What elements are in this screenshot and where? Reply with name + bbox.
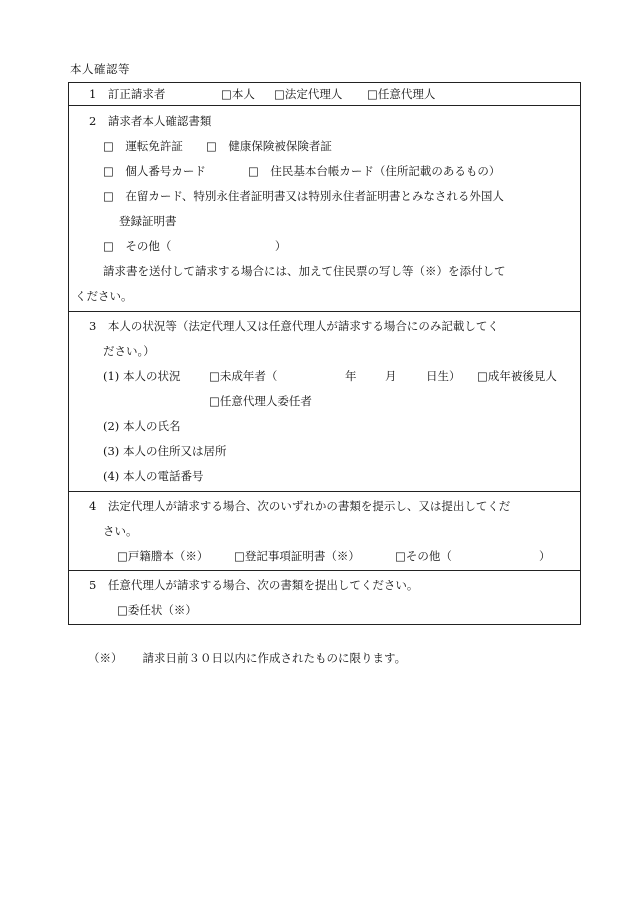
other-document-close-paren: ） <box>539 549 551 563</box>
checkbox-other-id[interactable]: □ その他（ ） <box>103 239 287 253</box>
principal-status-heading-continued: ださい。） <box>103 344 155 358</box>
principal-status-heading: 3 本人の状況等（法定代理人又は任意代理人が請求する場合にのみ記載してく <box>89 319 499 333</box>
checkbox-voluntary-representative[interactable]: □任意代理人 <box>367 87 436 101</box>
checkbox-legal-representative[interactable]: □法定代理人 <box>274 87 343 101</box>
section-id-documents <box>69 105 580 309</box>
section-legal-representative-docs <box>69 491 580 569</box>
requester-label: 1 訂正請求者 <box>89 87 166 101</box>
page-title: 本人確認等 <box>70 62 130 76</box>
principal-status-label: (1) 本人の状況 <box>103 369 181 383</box>
birth-year-label: 年 <box>345 369 357 383</box>
voluntary-rep-docs-heading: 5 任意代理人が請求する場合、次の書類を提出してください。 <box>89 578 419 592</box>
checkbox-delegating-principal[interactable]: □任意代理人委任者 <box>209 394 312 408</box>
footnote <box>88 650 406 666</box>
residence-card-continued: 登録証明書 <box>119 214 177 228</box>
checkbox-power-of-attorney[interactable]: □委任状（※） <box>117 603 197 617</box>
principal-address-label: (3) 本人の住所又は居所 <box>103 444 227 458</box>
checkbox-adult-ward[interactable]: □成年被後見人 <box>477 369 557 383</box>
checkbox-residence-card[interactable]: □ 在留カード、特別永住者証明書又は特別永住者証明書とみなされる外国人 <box>103 189 504 203</box>
checkbox-registry-certificate[interactable]: □登記事項証明書（※） <box>234 549 360 563</box>
section-voluntary-representative-docs <box>69 570 580 623</box>
legal-rep-docs-heading: 4 法定代理人が請求する場合、次のいずれかの書類を提示し、又は提出してくだ <box>89 499 511 513</box>
mail-request-note-continued: ください。 <box>75 289 133 303</box>
principal-phone-label: (4) 本人の電話番号 <box>103 469 204 483</box>
checkbox-health-insurance-card[interactable]: □ 健康保険被保険者証 <box>206 139 332 153</box>
checkbox-drivers-license[interactable]: □ 運転免許証 <box>103 139 183 153</box>
identity-verification-form <box>68 82 581 625</box>
section-requester <box>69 83 580 105</box>
mail-request-note: 請求書を送付して請求する場合には、加えて住民票の写し等（※）を添付して <box>103 264 506 278</box>
id-documents-heading: 2 請求者本人確認書類 <box>89 114 212 128</box>
birth-month-label: 月 <box>385 369 397 383</box>
footnote-mark: （※） <box>88 651 123 665</box>
checkbox-other-document[interactable]: □その他（ <box>395 549 452 563</box>
legal-rep-docs-heading-continued: さい。 <box>103 524 138 538</box>
checkbox-family-register[interactable]: □戸籍謄本（※） <box>117 549 209 563</box>
principal-name-label: (2) 本人の氏名 <box>103 419 181 433</box>
checkbox-resident-registry-card[interactable]: □ 住民基本台帳カード（住所記載のあるもの） <box>248 164 501 178</box>
checkbox-minor[interactable]: □未成年者（ <box>209 369 278 383</box>
birth-day-label: 日生） <box>426 369 461 383</box>
section-principal-status <box>69 311 580 489</box>
checkbox-self[interactable]: □本人 <box>221 87 255 101</box>
checkbox-my-number-card[interactable]: □ 個人番号カード <box>103 164 206 178</box>
footnote-text: 請求日前３０日以内に作成されたものに限ります。 <box>142 651 407 665</box>
